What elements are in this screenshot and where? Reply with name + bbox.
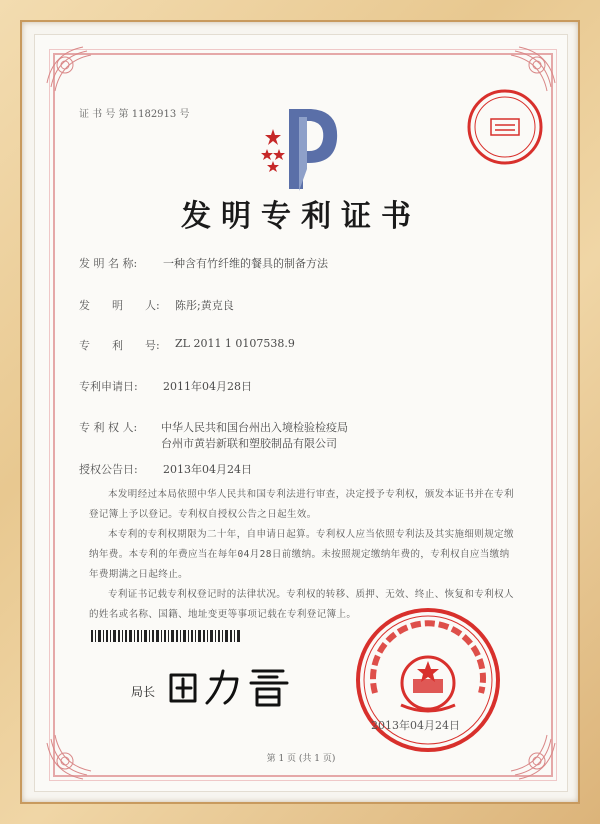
- invention-name-value: 一种含有竹纤维的餐具的制备方法: [163, 257, 328, 270]
- certificate-title: 发明专利证书: [181, 199, 421, 234]
- patentee-2-value: 台州市黄岩新联和塑胶制品有限公司: [161, 437, 337, 450]
- inventor-label: 发 明 人:: [79, 299, 160, 312]
- inventor-value: 陈彤;黄克良: [175, 299, 234, 312]
- patent-no-value: ZL 2011 1 0107538.9: [175, 337, 295, 350]
- sipo-logo-icon: [259, 99, 349, 195]
- filing-date-label: 专利申请日:: [79, 380, 138, 393]
- cert-no-label: 证 书 号 第: [79, 109, 129, 120]
- director-signature-icon: [161, 661, 301, 711]
- small-red-seal-icon: [465, 87, 545, 167]
- certificate-number: [79, 105, 189, 120]
- body-paragraph-3: 专利证书记载专利权登记时的法律状况。专利权的转移、质押、无效、终止、恢复和专利权人的姓名或名称、国籍、地址变更等事项记载在专利登记簿上。: [89, 589, 514, 620]
- certificate-body: [89, 485, 519, 625]
- body-paragraph-1: 本发明经过本局依照中华人民共和国专利法进行审查，决定授予专利权，颁发本证书并在专利登记簿上予以登记。专利权自授权公告之日起生效。: [89, 489, 514, 520]
- page-number: 第 1 页 (共 1 页): [266, 754, 336, 764]
- cert-no-suffix: 号: [179, 109, 190, 120]
- grant-date-value: 2013年04月24日: [163, 463, 252, 476]
- patentee-1-value: 中华人民共和国台州出入境检验检疫局: [161, 421, 348, 434]
- director-label: 局长: [131, 685, 156, 699]
- patent-no-label: 专 利 号:: [79, 339, 160, 352]
- grant-date-label: 授权公告日:: [79, 463, 138, 476]
- body-paragraph-2: 本专利的专利权期限为二十年，自申请日起算。专利权人应当依照专利法及其实施细则规定缴纳年费。本专利的年费应当在每年04月28日前缴纳。未按照规定缴纳年费的，专利权自应当缴纳年费期满之日起终止。: [89, 529, 514, 580]
- barcode-icon: [91, 627, 241, 639]
- invention-name-label: 发 明 名 称:: [79, 257, 138, 270]
- certificate-paper: [34, 34, 568, 792]
- cert-no-value: 1182913: [131, 109, 177, 120]
- patentee-label: 专 利 权 人:: [79, 421, 138, 434]
- corner-ornament-icon: [43, 43, 107, 107]
- filing-date-value: 2011年04月28日: [163, 380, 252, 393]
- seal-date: 2013年04月24日: [371, 719, 460, 732]
